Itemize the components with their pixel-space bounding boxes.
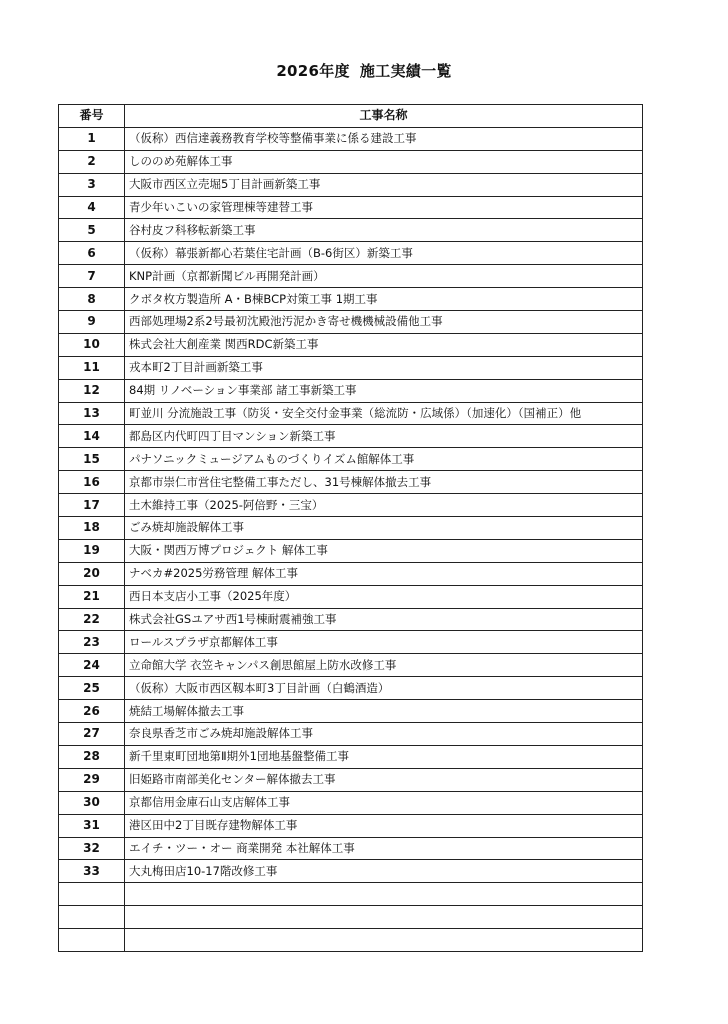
row-number: 19 bbox=[59, 539, 125, 562]
row-number: 32 bbox=[59, 837, 125, 860]
row-number: 18 bbox=[59, 517, 125, 540]
row-number: 27 bbox=[59, 723, 125, 746]
row-number: 17 bbox=[59, 494, 125, 517]
row-number: 11 bbox=[59, 356, 125, 379]
row-number: 29 bbox=[59, 768, 125, 791]
row-project-name: 土木維持工事（2025-阿倍野・三宝） bbox=[125, 494, 643, 517]
row-project-name: 立命館大学 衣笠キャンパス創思館屋上防水改修工事 bbox=[125, 654, 643, 677]
table-row bbox=[59, 837, 643, 860]
table-row bbox=[59, 745, 643, 768]
table-row bbox=[59, 127, 643, 150]
row-project-name: 焼結工場解体撤去工事 bbox=[125, 700, 643, 723]
row-number bbox=[59, 906, 125, 929]
table-row bbox=[59, 379, 643, 402]
works-table bbox=[58, 104, 643, 952]
row-project-name: 大阪市西区立売堀5丁目計画新築工事 bbox=[125, 173, 643, 196]
row-project-name: ロールスプラザ京都解体工事 bbox=[125, 631, 643, 654]
row-project-name: エイチ・ツー・オー 商業開発 本社解体工事 bbox=[125, 837, 643, 860]
row-project-name: パナソニックミュージアムものづくりイズム館解体工事 bbox=[125, 448, 643, 471]
row-number: 4 bbox=[59, 196, 125, 219]
table-row bbox=[59, 906, 643, 929]
row-number: 16 bbox=[59, 471, 125, 494]
row-number: 3 bbox=[59, 173, 125, 196]
table-row bbox=[59, 929, 643, 952]
row-number: 15 bbox=[59, 448, 125, 471]
row-number: 7 bbox=[59, 265, 125, 288]
row-project-name: しののめ苑解体工事 bbox=[125, 150, 643, 173]
table-row bbox=[59, 791, 643, 814]
row-project-name: 奈良県香芝市ごみ焼却施設解体工事 bbox=[125, 723, 643, 746]
row-number: 31 bbox=[59, 814, 125, 837]
table-row bbox=[59, 631, 643, 654]
row-number: 25 bbox=[59, 677, 125, 700]
table-row bbox=[59, 677, 643, 700]
table-row bbox=[59, 562, 643, 585]
table-row bbox=[59, 654, 643, 677]
row-project-name: 株式会社大創産業 関西RDC新築工事 bbox=[125, 333, 643, 356]
row-number: 24 bbox=[59, 654, 125, 677]
table-row bbox=[59, 585, 643, 608]
header-name: 工事名称 bbox=[125, 105, 643, 128]
row-project-name: 株式会社GSユアサ西1号棟耐震補強工事 bbox=[125, 608, 643, 631]
row-project-name: 大丸梅田店10-17階改修工事 bbox=[125, 860, 643, 883]
row-number: 2 bbox=[59, 150, 125, 173]
table-row bbox=[59, 333, 643, 356]
table-body bbox=[59, 127, 643, 951]
row-project-name: 都島区内代町四丁目マンション新築工事 bbox=[125, 425, 643, 448]
header-number: 番号 bbox=[59, 105, 125, 128]
table-row bbox=[59, 448, 643, 471]
row-project-name: 西日本支店小工事（2025年度） bbox=[125, 585, 643, 608]
row-number: 33 bbox=[59, 860, 125, 883]
row-project-name bbox=[125, 929, 643, 952]
table-row bbox=[59, 471, 643, 494]
row-project-name: （仮称）大阪市西区靱本町3丁目計画（白鶴酒造） bbox=[125, 677, 643, 700]
row-project-name: （仮称）西信達義務教育学校等整備事業に係る建設工事 bbox=[125, 127, 643, 150]
row-project-name: ごみ焼却施設解体工事 bbox=[125, 517, 643, 540]
table-row bbox=[59, 425, 643, 448]
row-number: 30 bbox=[59, 791, 125, 814]
table-row bbox=[59, 883, 643, 906]
row-number: 13 bbox=[59, 402, 125, 425]
row-number: 8 bbox=[59, 288, 125, 311]
table-row bbox=[59, 608, 643, 631]
row-number: 22 bbox=[59, 608, 125, 631]
row-project-name: 新千里東町団地第Ⅱ期外1団地基盤整備工事 bbox=[125, 745, 643, 768]
row-number: 28 bbox=[59, 745, 125, 768]
row-project-name: 84期 リノベーション事業部 諸工事新築工事 bbox=[125, 379, 643, 402]
table-row bbox=[59, 242, 643, 265]
table-row bbox=[59, 265, 643, 288]
row-project-name: （仮称）幕張新都心若葉住宅計画（B-6街区）新築工事 bbox=[125, 242, 643, 265]
table-row bbox=[59, 768, 643, 791]
row-project-name: 青少年いこいの家管理棟等建替工事 bbox=[125, 196, 643, 219]
row-number: 20 bbox=[59, 562, 125, 585]
row-project-name: 旧姫路市南部美化センター解体撤去工事 bbox=[125, 768, 643, 791]
table-row bbox=[59, 539, 643, 562]
row-number: 6 bbox=[59, 242, 125, 265]
table-row bbox=[59, 517, 643, 540]
row-project-name: 京都信用金庫石山支店解体工事 bbox=[125, 791, 643, 814]
row-project-name: 戎本町2丁目計画新築工事 bbox=[125, 356, 643, 379]
row-number: 12 bbox=[59, 379, 125, 402]
row-project-name bbox=[125, 883, 643, 906]
table-row bbox=[59, 723, 643, 746]
row-project-name: 西部処理場2系2号最初沈殿池汚泥かき寄せ機機械設備他工事 bbox=[125, 311, 643, 334]
row-number bbox=[59, 929, 125, 952]
row-project-name: 京都市崇仁市営住宅整備工事ただし、31号棟解体撤去工事 bbox=[125, 471, 643, 494]
table-row bbox=[59, 196, 643, 219]
row-project-name: 大阪・関西万博プロジェクト 解体工事 bbox=[125, 539, 643, 562]
table-row bbox=[59, 219, 643, 242]
table-row bbox=[59, 311, 643, 334]
table-row bbox=[59, 356, 643, 379]
title-text: 施工実績一覧 bbox=[359, 62, 452, 80]
row-number: 5 bbox=[59, 219, 125, 242]
row-project-name: 谷村皮フ科移転新築工事 bbox=[125, 219, 643, 242]
table-header-row bbox=[59, 105, 643, 128]
table-row bbox=[59, 494, 643, 517]
page-title bbox=[0, 60, 728, 81]
row-project-name: クボタ枚方製造所 A・B棟BCP対策工事 1期工事 bbox=[125, 288, 643, 311]
title-year: 2026年度 bbox=[276, 62, 350, 80]
table-row bbox=[59, 150, 643, 173]
table-row bbox=[59, 700, 643, 723]
table-row bbox=[59, 402, 643, 425]
row-number: 1 bbox=[59, 127, 125, 150]
row-number: 9 bbox=[59, 311, 125, 334]
table-row bbox=[59, 814, 643, 837]
row-number: 21 bbox=[59, 585, 125, 608]
row-project-name bbox=[125, 906, 643, 929]
row-number: 26 bbox=[59, 700, 125, 723]
table-row bbox=[59, 288, 643, 311]
row-number: 10 bbox=[59, 333, 125, 356]
table-row bbox=[59, 173, 643, 196]
row-number: 23 bbox=[59, 631, 125, 654]
row-number bbox=[59, 883, 125, 906]
row-project-name: 港区田中2丁目既存建物解体工事 bbox=[125, 814, 643, 837]
row-number: 14 bbox=[59, 425, 125, 448]
row-project-name: 町並川 分流施設工事（防災・安全交付金事業（総流防・広域係）（加速化）（国補正）他 bbox=[125, 402, 643, 425]
table-row bbox=[59, 860, 643, 883]
row-project-name: ナベカ#2025労務管理 解体工事 bbox=[125, 562, 643, 585]
row-project-name: KNP計画（京都新聞ビル再開発計画） bbox=[125, 265, 643, 288]
